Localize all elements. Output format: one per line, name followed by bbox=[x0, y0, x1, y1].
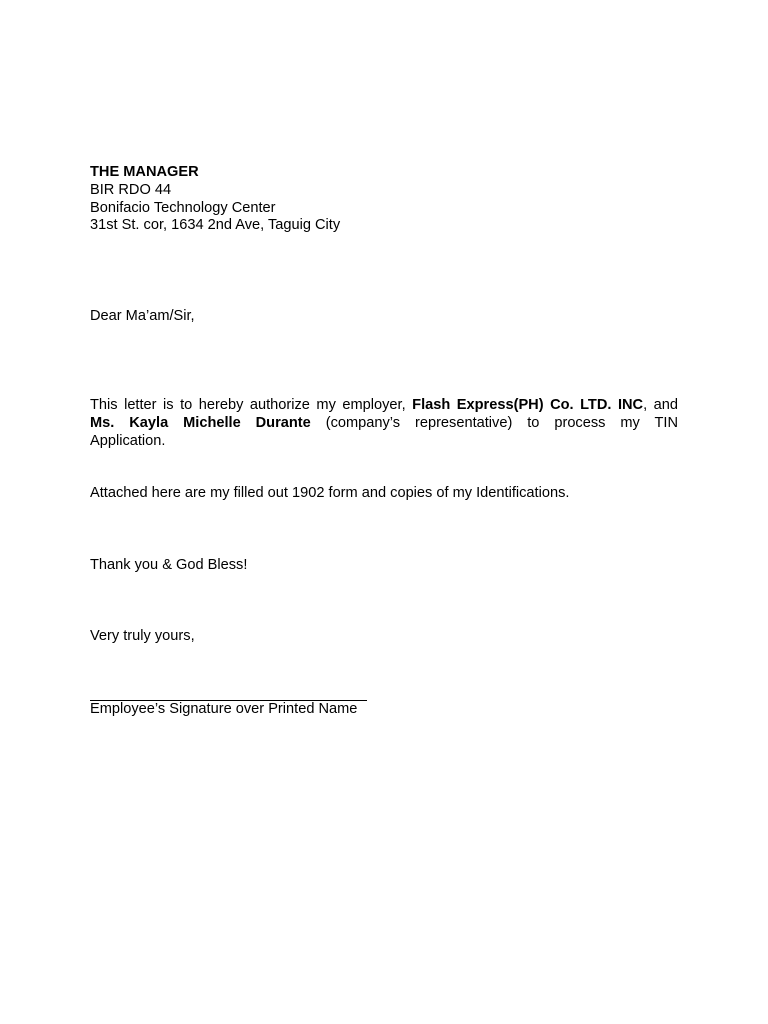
addressee-office: BIR RDO 44 bbox=[90, 181, 172, 198]
closing-paragraph bbox=[90, 628, 678, 646]
addressee-building: Bonifacio Technology Center bbox=[90, 199, 276, 216]
closing-text: Very truly yours, bbox=[90, 628, 195, 644]
addressee-block bbox=[90, 164, 678, 235]
thanks-text: Thank you & God Bless! bbox=[90, 557, 248, 573]
addressee-title: THE MANAGER bbox=[90, 164, 199, 180]
thanks-paragraph bbox=[90, 557, 678, 575]
signature-caption: Employee’s Signature over Printed Name bbox=[90, 701, 358, 717]
attachment-text: Attached here are my filled out 1902 form and copies of my Identifications. bbox=[90, 485, 570, 501]
body-text-part3: (company’s representative) to process my TIN bbox=[310, 414, 678, 431]
salutation-text: Dear Ma’am/Sir, bbox=[90, 308, 195, 324]
body-text-part1: This letter is to hereby authorize my employer, bbox=[90, 397, 413, 413]
addressee-street: 31st St. cor, 1634 2nd Ave, Taguig City bbox=[90, 217, 341, 234]
body-text-part2: , and bbox=[643, 397, 679, 413]
body-paragraph bbox=[90, 397, 678, 450]
employer-name: Flash Express(PH) Co. LTD. INC bbox=[412, 397, 644, 413]
salutation bbox=[90, 308, 678, 326]
body-line-1 bbox=[90, 397, 678, 415]
attachment-paragraph bbox=[90, 485, 678, 503]
body-line-2 bbox=[90, 415, 678, 433]
signature-block bbox=[90, 700, 367, 719]
representative-name: Ms. Kayla Michelle Durante bbox=[90, 414, 311, 431]
body-text-part4: Application. bbox=[90, 432, 166, 449]
